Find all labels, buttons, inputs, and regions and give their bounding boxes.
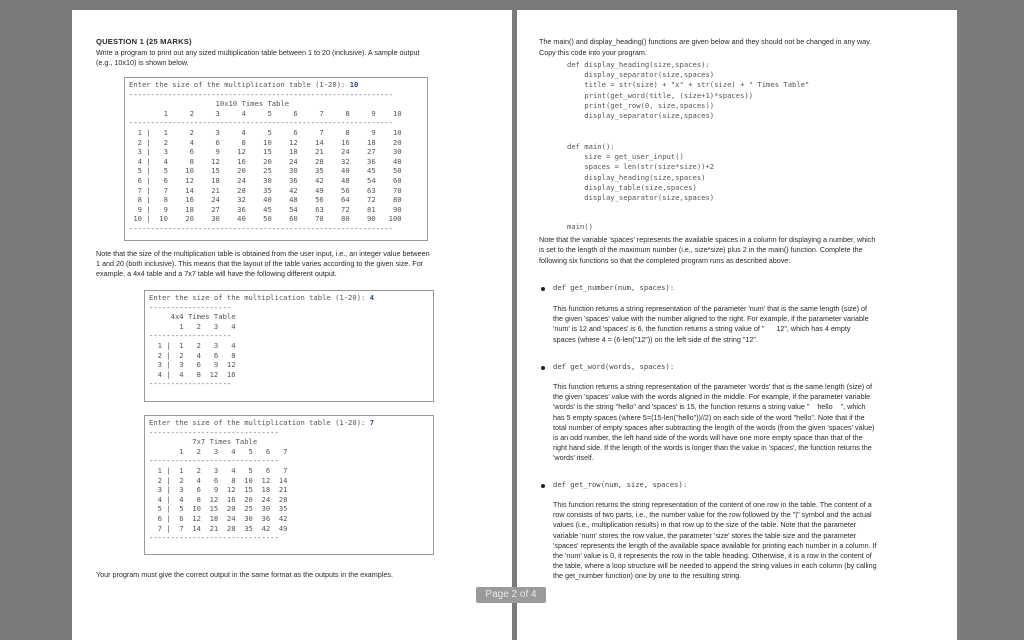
paragraph-line: the get_number function) one by one to the resulting string. <box>553 571 742 581</box>
console-line: 3 | 3 6 9 12 15 18 21 24 27 30 <box>129 147 402 157</box>
function-signature: def get_number(num, spaces): <box>553 283 675 292</box>
question-heading: QUESTION 1 (25 MARKS) <box>96 37 192 46</box>
console-prompt: Enter the size of the multiplication table (1-20): <box>149 418 370 427</box>
paragraph-line: total number of empty spaces after subtracting the length of the words (from the given 'spaces' value) <box>553 422 875 432</box>
document-page-right <box>517 10 957 640</box>
paragraph-line: This function returns the string representation of the content of one row in the table. The content of a <box>553 500 872 509</box>
console-line: 4x4 Times Table <box>149 312 236 322</box>
console-line: 10x10 Times Table <box>129 99 290 109</box>
console-line: ------------------------------------------------------------- <box>129 118 393 128</box>
paragraph-line: the table, where a loop structure will be needed to append the string values in each column (by calling <box>553 561 877 571</box>
paragraph-line: values (i.e., multiplication results) in that row up to the size of the table. Note that the parameter <box>553 520 857 530</box>
function-description <box>553 500 877 582</box>
console-line: ------------------- <box>149 302 232 312</box>
console-line: 10 | 10 20 30 40 50 60 70 80 90 100 <box>129 214 402 224</box>
intro-text: Write a program to print out any sized multiplication table between 1 to 20 (inclusive). A sample output <box>96 48 420 57</box>
paragraph-line: the given 'spaces' value with the words aligned in the middle. For example, if the parameter variable <box>553 392 871 402</box>
console-line: 5 | 5 10 15 20 25 30 35 <box>149 504 288 514</box>
note-text: Note that the variable 'spaces' represents the available spaces in a column for displaying a number, which <box>539 235 876 244</box>
console-line: ------------------- <box>149 379 232 389</box>
bullet-icon <box>541 287 545 291</box>
code-line: display_separator(size,spaces) <box>567 111 715 121</box>
paragraph-line: row consists of two parts, i.e., the number value for the row followed by the "|" symbol and the actual <box>553 510 872 520</box>
bullet-icon <box>541 366 545 370</box>
console-line: 2 | 2 4 6 8 <box>149 350 236 360</box>
paragraph-line: 'words' is the string "hello" and 'spaces' is 15, the function returns a string value " hello ", which <box>553 402 866 412</box>
console-output <box>125 78 427 236</box>
console-line: 3 | 3 6 9 12 15 18 21 <box>149 485 288 495</box>
code-main-call: main() <box>567 222 593 231</box>
code-block-main <box>567 142 714 203</box>
code-line: title = str(size) + "x" + str(size) + " Times Table" <box>567 80 810 90</box>
console-output <box>145 416 433 545</box>
console-line: 1 | 1 2 3 4 <box>149 340 236 350</box>
console-lines <box>149 303 429 389</box>
paragraph-line: 'num' is 12 and 'spaces' is 6, the function returns a string value of " 12", which has 4 empty <box>553 324 851 334</box>
code-line: size = get_user_input() <box>567 152 684 162</box>
console-prompt: Enter the size of the multiplication table (1-20): <box>149 293 370 302</box>
console-line: ------------------------------------------------------------- <box>129 223 393 233</box>
console-line: ------------------- <box>149 331 232 341</box>
function-signature: def get_word(words, spaces): <box>553 362 675 371</box>
paragraph-line: the given 'spaces' value with the number aligned to the right. For example, if the parameter variable <box>553 314 869 324</box>
console-line: 7 | 7 14 21 28 35 42 49 <box>149 523 288 533</box>
paragraph-line: has 5 empty spaces (where 5=(15-len("hello"))//2) on each side of the word "hello". Note that if the <box>553 412 865 422</box>
console-prompt: Enter the size of the multiplication table (1-20): <box>129 80 350 89</box>
note-text: is set to the length of the maximum number (i.e., size*size) plus 2 in the main() function. Complete the <box>539 245 863 254</box>
code-line: display_separator(size,spaces) <box>567 193 715 203</box>
code-line: display_separator(size,spaces) <box>567 70 715 80</box>
document-page-left <box>72 10 512 640</box>
intro-text: (e.g., 10x10) is shown below. <box>96 58 189 67</box>
console-input-value: 4 <box>369 293 375 302</box>
console-line: ------------------------------ <box>149 533 279 543</box>
console-line: 1 2 3 4 <box>149 321 236 331</box>
console-line: 6 | 6 12 18 24 30 36 42 48 54 60 <box>129 175 402 185</box>
function-description <box>553 304 869 345</box>
intro-text: The main() and display_heading() functions are given below and they should not be changed in any way. <box>539 37 872 46</box>
paragraph-line: the 'num' value is 0, it represents the row in the table heading. Otherwise, it is a row in the content of <box>553 551 872 561</box>
console-lines <box>129 90 423 234</box>
console-line: 7 | 7 14 21 28 35 42 49 56 63 70 <box>129 185 402 195</box>
console-line: ------------------------------ <box>149 427 279 437</box>
closing-text: Your program must give the correct output in the same format as the outputs in the examples. <box>96 570 393 579</box>
paragraph-line: 'words' itself. <box>553 453 594 463</box>
code-line: print(get_word(title, (size+1)*spaces)) <box>567 90 754 100</box>
console-line: 4 | 4 8 12 16 <box>149 369 236 379</box>
console-line: ------------------------------ <box>149 456 279 466</box>
code-line: display_heading(size,spaces) <box>567 172 706 182</box>
console-output <box>145 291 433 391</box>
console-line: 1 2 3 4 5 6 7 <box>149 446 288 456</box>
note-text: example, a 4x4 table and a 7x7 table will have the following different output. <box>96 269 337 278</box>
console-input-value: 10 <box>349 80 359 89</box>
console-example-7x7 <box>144 415 434 555</box>
function-signature: def get_row(num, size, spaces): <box>553 480 688 489</box>
note-text: 1 and 20 (both inclusive). This means that the layout of the table varies according to the given size. For <box>96 259 424 268</box>
console-example-10x10 <box>124 77 428 241</box>
console-line: 3 | 3 6 9 12 <box>149 360 236 370</box>
page-indicator: Page 2 of 4 <box>476 587 546 603</box>
console-line: 5 | 5 10 15 20 25 30 35 40 45 50 <box>129 166 402 176</box>
intro-text: Copy this code into your program. <box>539 48 647 57</box>
paragraph-line: right hand side. If the length of the words is longer than the value in 'spaces', the function returns the <box>553 443 872 453</box>
code-line: spaces = len(str(size*size))+2 <box>567 162 715 172</box>
console-line: 1 | 1 2 3 4 5 6 7 <box>149 465 288 475</box>
console-line: 4 | 4 8 12 16 20 24 28 <box>149 494 288 504</box>
paragraph-line: is an odd number, the left hand side of the words will have one more empty space than that of the <box>553 433 863 443</box>
bullet-icon <box>541 484 545 488</box>
console-line: 2 | 2 4 6 8 10 12 14 <box>149 475 288 485</box>
code-line: display_table(size,spaces) <box>567 182 697 192</box>
console-input-value: 7 <box>369 418 375 427</box>
console-line: 9 | 9 18 27 36 45 54 63 72 81 90 <box>129 204 402 214</box>
function-description <box>553 382 875 464</box>
console-example-4x4 <box>144 290 434 402</box>
code-line: print(get_row(0, size,spaces)) <box>567 100 715 110</box>
console-line: 2 | 2 4 6 8 10 12 14 16 18 20 <box>129 137 402 147</box>
paragraph-line: This function returns a string representation of the parameter 'num' that is the same length (size) of <box>553 304 867 313</box>
console-line: 4 | 4 8 12 16 20 24 28 32 36 40 <box>129 156 402 166</box>
console-line: 7x7 Times Table <box>149 437 258 447</box>
console-line: 6 | 6 12 18 24 30 36 42 <box>149 513 288 523</box>
paragraph-line: spaces (where 4 = (6-len("12")) on the left side of the string "12". <box>553 334 758 344</box>
code-block-display-heading <box>567 60 809 121</box>
console-line: 1 2 3 4 5 6 7 8 9 10 <box>129 108 402 118</box>
paragraph-line: variable 'num' stores the row value, the parameter 'size' stores the table size and the parameter <box>553 530 857 540</box>
console-line: 8 | 8 16 24 32 40 48 56 64 72 80 <box>129 195 402 205</box>
console-line: 1 | 1 2 3 4 5 6 7 8 9 10 <box>129 127 402 137</box>
paragraph-line: 'spaces' represents the length of the available space available for printing each number in a column. If <box>553 540 877 550</box>
console-lines <box>149 428 429 543</box>
note-text: following six functions so that the completed program runs as described above: <box>539 256 791 265</box>
code-line: def display_heading(size,spaces): <box>567 60 710 69</box>
code-line: def main(): <box>567 142 615 151</box>
console-line: ------------------------------------------------------------- <box>129 89 393 99</box>
note-text: Note that the size of the multiplication table is obtained from the user input, i.e., an integer value between <box>96 249 430 258</box>
paragraph-line: This function returns a string representation of the parameter 'words' that is the same length (size) of <box>553 382 873 391</box>
